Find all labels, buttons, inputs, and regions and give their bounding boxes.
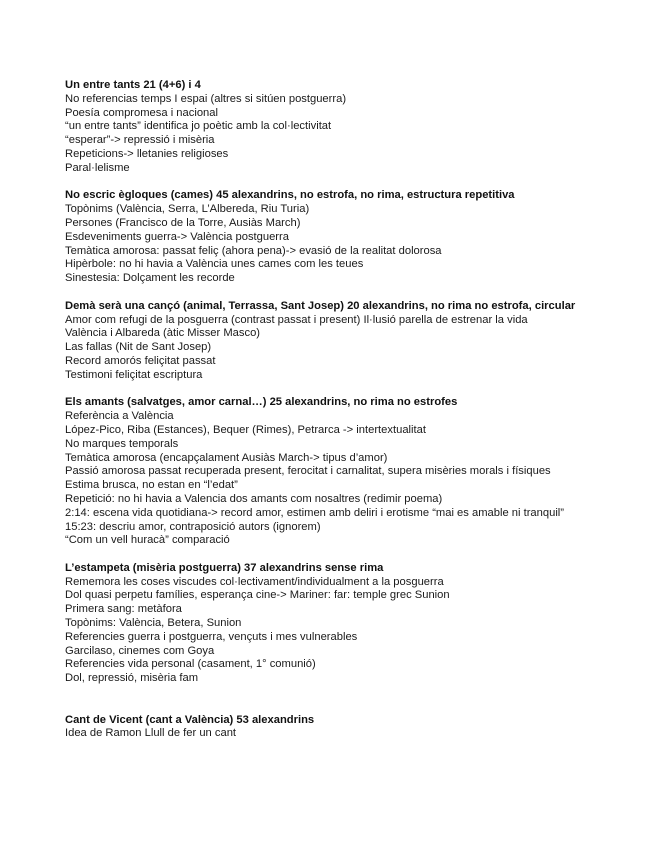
section-heading: Demà serà una cançó (animal, Terrassa, Sant Josep) 20 alexandrins, no rima no estrofa, circular [65,299,576,312]
note-line: Topònims: València, Betera, Sunion [65,617,242,630]
note-line: Topònims (València, Serra, L’Albereda, Riu Turia) [65,203,310,216]
document-page [65,79,585,741]
section-heading: Cant de Vicent (cant a València) 53 alexandrins [65,713,315,726]
note-line: Esdeveniments guerra-> València postguerra [65,230,289,243]
section-cant-de-vicent [65,714,585,742]
note-line: Repeticions-> lletanies religioses [65,147,229,160]
note-line: Referencies vida personal (casament, 1° comunió) [65,658,316,671]
note-line: Testimoni feliçitat escriptura [65,368,203,381]
note-line: Record amorós feliçitat passat [65,354,216,367]
note-line: No referencias temps I espai (altres si sitúen postguerra) [65,92,347,105]
note-line: No marques temporals [65,437,179,450]
note-line: Garcilaso, cinemes com Goya [65,644,215,657]
note-line: Poesía compromesa i nacional [65,106,218,119]
note-line: Referencies guerra i postguerra, vençuts i mes vulnerables [65,630,358,643]
section-heading: L’estampeta (misèria postguerra) 37 alexandrins sense rima [65,561,384,574]
note-line: Temàtica amorosa (encapçalament Ausiàs March-> tipus d’amor) [65,451,388,464]
note-line: López-Pico, Riba (Estances), Bequer (Rimes), Petrarca -> intertextualitat [65,423,426,436]
note-line: Paral·lelisme [65,161,130,174]
section-heading: Un entre tants 21 (4+6) i 4 [65,79,201,91]
note-line: 2:14: escena vida quotidiana-> record amor, estimen amb deliri i erotisme “mai es amable ni tranquil” [65,506,565,519]
note-line: Hipèrbole: no hi havia a València unes cames com les teues [65,258,364,271]
note-line: Dol quasi perpetu famílies, esperança cine-> Mariner: far: temple grec Sunion [65,589,450,602]
note-line: Primera sang: metàfora [65,603,182,616]
section-els-amants [65,396,585,548]
section-heading: No escric ègloques (cames) 45 alexandrins, no estrofa, no rima, estructura repetitiva [65,189,515,202]
note-line: “esperar”-> repressió i misèria [65,134,215,147]
note-line: 15:23: descriu amor, contraposició autors (ignorem) [65,520,321,533]
note-line: Amor com refugi de la posguerra (contrast passat i present) Il·lusió parella de estrenar la vida [65,313,528,326]
section-un-entre-tants [65,79,585,176]
note-line: Sinestesia: Dolçament les recorde [65,272,235,285]
note-line: Idea de Ramon Llull de fer un cant [65,727,237,740]
section-dema-sera-una-canco [65,300,585,383]
note-line: Estima brusca, no estan en “l’edat” [65,479,238,492]
note-line: Rememora les coses viscudes col·lectivament/individualment a la posguerra [65,575,444,588]
note-line: Repetició: no hi havia a Valencia dos amants com nosaltres (redimir poema) [65,492,443,505]
section-heading: Els amants (salvatges, amor carnal…) 25 alexandrins, no rima no estrofes [65,396,458,409]
note-line: Las fallas (Nit de Sant Josep) [65,341,212,354]
section-no-escric-eglogues [65,189,585,286]
section-lestampeta [65,562,585,686]
note-line: Referència a València [65,410,174,423]
note-line: València i Albareda (àtic Misser Masco) [65,327,261,340]
note-line: Passió amorosa passat recuperada present, ferocitat i carnalitat, supera misèries morals i físiques [65,465,551,478]
note-line: Persones (Francisco de la Torre, Ausiàs March) [65,216,301,229]
note-line: “un entre tants” identifica jo poètic amb la col·lectivitat [65,120,332,133]
note-line: Temàtica amorosa: passat feliç (ahora pena)-> evasió de la realitat dolorosa [65,244,442,257]
note-line: “Com un vell huracà” comparació [65,534,230,547]
note-line: Dol, repressió, misèria fam [65,672,199,685]
